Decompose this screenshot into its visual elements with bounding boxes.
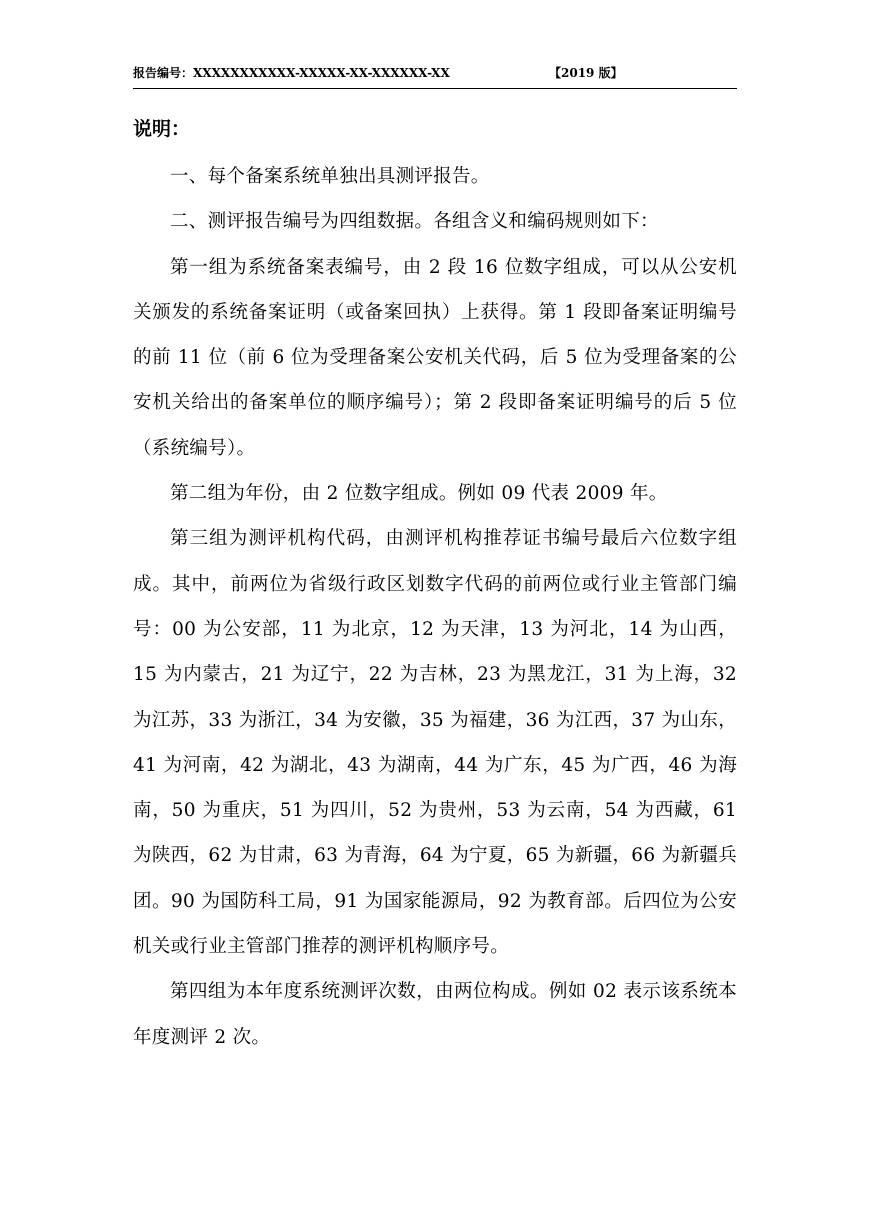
page-header <box>133 62 737 89</box>
report-number: 报告编号：XXXXXXXXXXX-XXXXX-XX-XXXXXX-XX <box>133 66 450 80</box>
paragraph-5: 第三组为测评机构代码，由测评机构推荐证书编号最后六位数字组成。其中，前两位为省级行政区划数字代码的前两位或行业主管部门编号：00 为公安部，11 为北京，12 为天津，13 为河北，14 为山西，15 为内蒙古，21 为辽宁，22 为吉林，23 为黑龙江，31 为上海，32 为江苏，33 为浙江，34 为安徽，35 为福建，36 为江西，37 为山东，41 为河南，42 为湖北，43 为湖南，44 为广东，45 为广西，46 为海南，50 为重庆，51 为四川，52 为贵州，53 为云南，54 为西藏，61 为陕西，62 为甘肃，63 为青海，64 为宁夏，65 为新疆，66 为新疆兵团。90 为国防科工局，91 为国家能源局，92 为教育部。后四位为公安机关或行业主管部门推荐的测评机构顺序号。 <box>133 528 737 958</box>
paragraph-6: 第四组为本年度系统测评次数，由两位构成。例如 02 表示该系统本年度测评 2 次。 <box>133 981 737 1048</box>
section-title: 说明： <box>133 118 191 140</box>
paragraph-2: 二、测评报告编号为四组数据。各组含义和编码规则如下： <box>170 211 659 233</box>
version-label: 【2019 版】 <box>549 66 623 80</box>
paragraph-3: 第一组为系统备案表编号，由 2 段 16 位数字组成，可以从公安机关颁发的系统备案证明（或备案回执）上获得。第 1 段即备案证明编号的前 11 位（前 6 位为受理备案公安机关代码，后 5 位为受理备案的公安机关给出的备案单位的顺序编号）；第 2 段即备案证明编号的后 5 位（系统编号）。 <box>133 256 737 459</box>
paragraph-4: 第二组为年份，由 2 位数字组成。例如 09 代表 2009 年。 <box>170 483 668 505</box>
document-body <box>133 110 737 1060</box>
paragraph-1: 一、每个备案系统单独出具测评报告。 <box>170 166 490 187</box>
